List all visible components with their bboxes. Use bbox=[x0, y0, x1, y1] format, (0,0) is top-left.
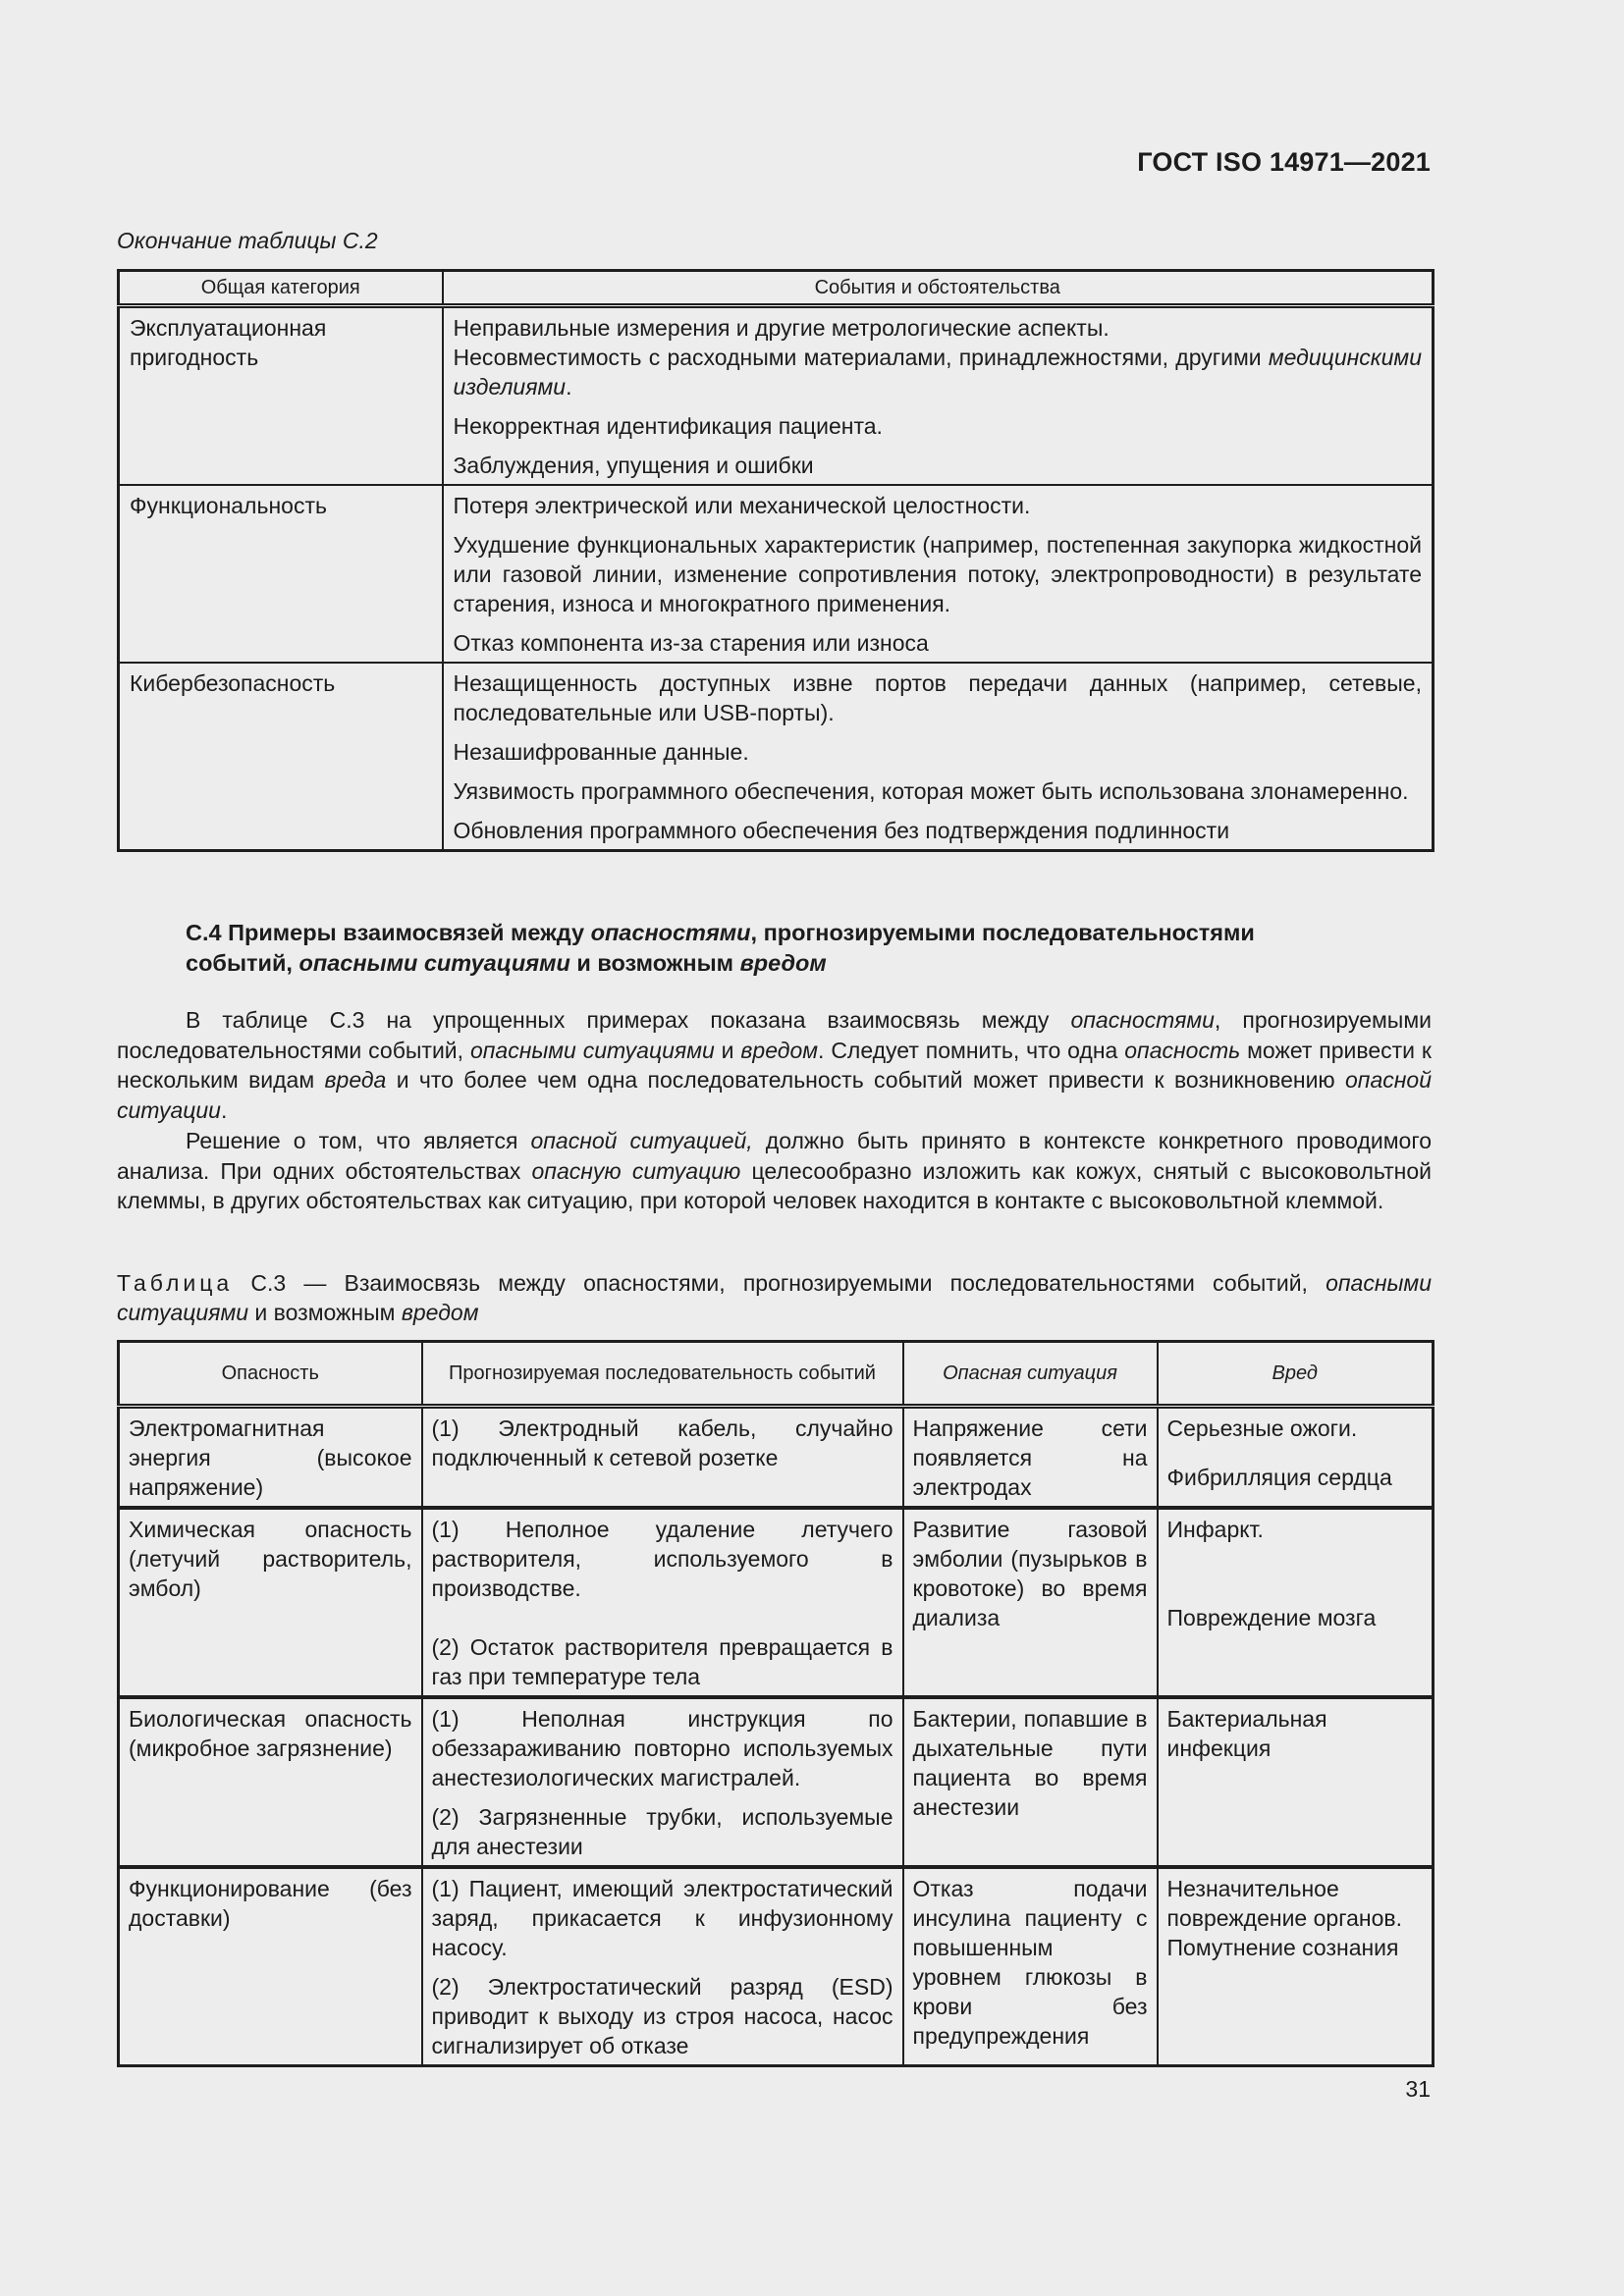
table-row bbox=[119, 1867, 1434, 2066]
table-row bbox=[119, 663, 1434, 851]
table-row bbox=[119, 306, 1434, 486]
column-header: Опасная ситуация bbox=[903, 1342, 1158, 1407]
column-header: Вред bbox=[1158, 1342, 1434, 1407]
page-number: 31 bbox=[1405, 2076, 1431, 2102]
table-row bbox=[119, 1697, 1434, 1867]
body-paragraph: Решение о том, что является опасной ситуацией, должно быть принято в контексте конкретного проводимого анализа. При одних обстоятельствах опасную ситуацию целесообразно изложить как кожух, снятый с высоковольтной клеммы, в других обстоятельствах как ситуацию, при которой человек находится в контакте с высоковольтной клеммой. bbox=[117, 1128, 1433, 1213]
table-header-row bbox=[119, 1342, 1434, 1407]
sequence-cell: (1) Электродный кабель, случайно подключенный к сетевой розетке bbox=[422, 1407, 903, 1509]
situation-cell: Отказ подачи инсулина пациенту с повышенным уровнем глюкозы в крови без предупреждения bbox=[903, 1867, 1158, 2066]
sequence-cell: (1) Пациент, имеющий электростатический заряд, прикасается к инфузионному насосу. (2) Электростатический разряд (ESD) приводит к выходу из строя насоса, насос сигнализирует об отказе bbox=[422, 1867, 903, 2066]
situation-cell: Развитие газовой эмболии (пузырьков в кровотоке) во время диализа bbox=[903, 1508, 1158, 1697]
events-cell: Незащищенность доступных извне портов передачи данных (например, сетевые, последовательные или USB-порты). Незашифрованные данные. Уязвимость программного обеспечения, которая может быть использована злонамеренно. Обновления программного обеспечения без подтверждения подлинности bbox=[443, 663, 1434, 851]
category-cell: Функциональность bbox=[119, 485, 443, 663]
sequence-cell: (1) Неполное удаление летучего растворителя, используемого в производстве. (2) Остаток растворителя превращается в газ при температуре тела bbox=[422, 1508, 903, 1697]
table-row bbox=[119, 485, 1434, 663]
harm-cell: Серьезные ожоги. Фибрилляция сердца bbox=[1158, 1407, 1434, 1509]
category-cell: Кибербезопасность bbox=[119, 663, 443, 851]
table-row bbox=[119, 1407, 1434, 1509]
category-cell: Эксплуатационная пригодность bbox=[119, 306, 443, 486]
table-header-row bbox=[119, 271, 1434, 306]
events-cell: Неправильные измерения и другие метрологические аспекты. Несовместимость с расходными материалами, принадлежностями, другими медицинскими изделиями. Некорректная идентификация пациента. Заблуждения, упущения и ошибки bbox=[443, 306, 1434, 486]
column-header: Опасность bbox=[119, 1342, 422, 1407]
situation-cell: Бактерии, попавшие в дыхательные пути пациента во время анестезии bbox=[903, 1697, 1158, 1867]
harm-cell: Бактериальная инфекция bbox=[1158, 1697, 1434, 1867]
table-continuation-label: Окончание таблицы С.2 bbox=[117, 228, 378, 253]
column-header: Прогнозируемая последовательность событий bbox=[422, 1342, 903, 1407]
table-c3 bbox=[117, 1340, 1435, 2067]
harm-cell: Незначительное повреждение органов. Помутнение сознания bbox=[1158, 1867, 1434, 2066]
table-caption: Таблица С.3 — Взаимосвязь между опасностями, прогнозируемыми последовательностями событий, опасными ситуациями и возможным вредом bbox=[117, 1270, 1432, 1325]
document-code: ГОСТ ISO 14971—2021 bbox=[1137, 147, 1431, 177]
table-row bbox=[119, 1508, 1434, 1697]
events-cell: Потеря электрической или механической целостности. Ухудшение функциональных характеристик (например, постепенная закупорка жидкостной или газовой линии, изменение сопротивления потоку, электропроводности) в результате старения, износа и многократного применения. Отказ компонента из-за старения или износа bbox=[443, 485, 1434, 663]
hazard-cell: Химическая опасность (летучий растворитель, эмбол) bbox=[119, 1508, 422, 1697]
hazard-cell: Биологическая опасность (микробное загрязнение) bbox=[119, 1697, 422, 1867]
column-header: События и обстоятельства bbox=[443, 271, 1434, 306]
hazard-cell: Функционирование (без доставки) bbox=[119, 1867, 422, 2066]
section-heading: С.4 Примеры взаимосвязей между опасностями, прогнозируемыми последовательностями событий, опасными ситуациями и возможным вредом bbox=[186, 920, 1255, 976]
body-paragraph: В таблице С.3 на упрощенных примерах показана взаимосвязь между опасностями, прогнозируемыми последовательностями событий, опасными ситуациями и вредом. Следует помнить, что одна опасность может привести к нескольким видам вреда и что более чем одна последовательность событий может привести к возникновению опасной ситуации. bbox=[117, 1007, 1432, 1123]
harm-cell: Инфаркт. Повреждение мозга bbox=[1158, 1508, 1434, 1697]
column-header: Общая категория bbox=[119, 271, 443, 306]
sequence-cell: (1) Неполная инструкция по обеззараживанию повторно используемых анестезиологических магистралей. (2) Загрязненные трубки, используемые для анестезии bbox=[422, 1697, 903, 1867]
situation-cell: Напряжение сети появляется на электродах bbox=[903, 1407, 1158, 1509]
table-c2 bbox=[117, 269, 1435, 852]
hazard-cell: Электромагнитная энергия (высокое напряжение) bbox=[119, 1407, 422, 1509]
